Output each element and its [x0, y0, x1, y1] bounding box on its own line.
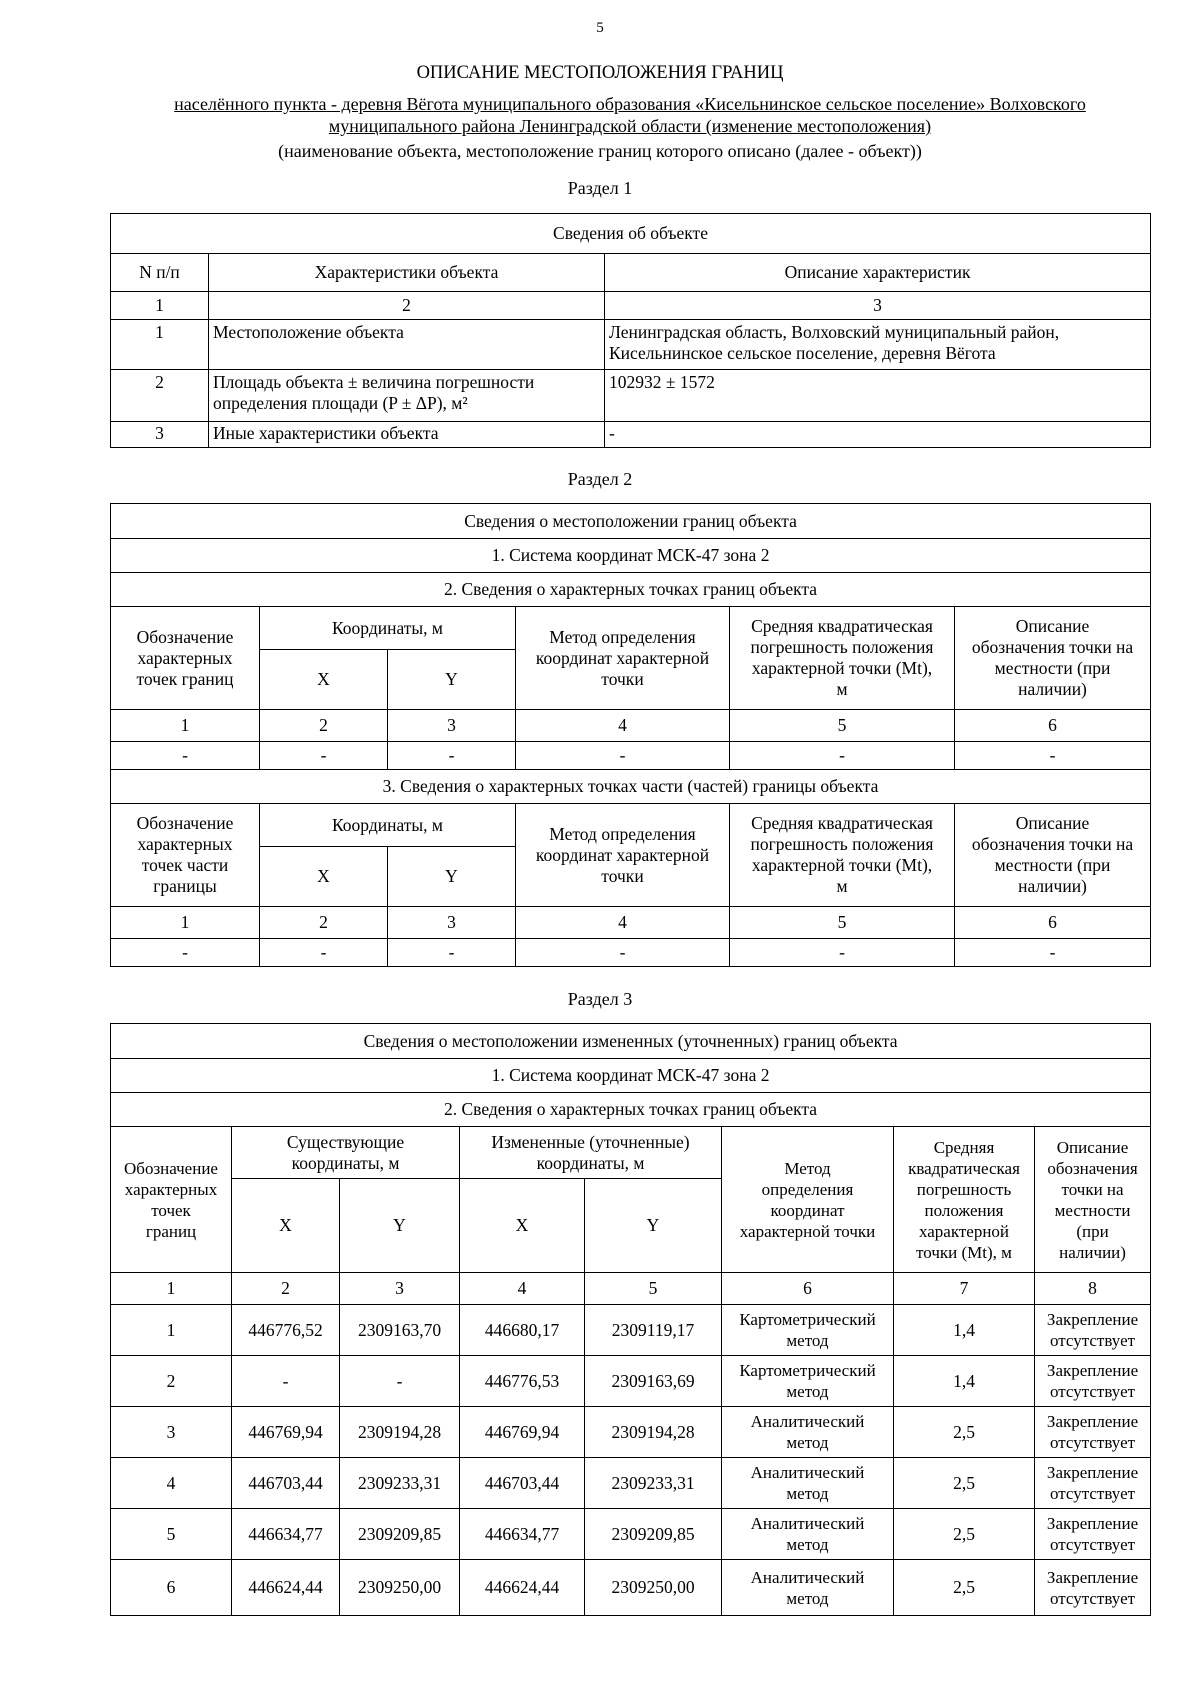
- header-line: характерной точки (Mt),: [751, 658, 933, 678]
- subsection-title: 3. Сведения о характерных точках части (частей) границы объекта: [111, 770, 1151, 804]
- point-description-cell: [1035, 1356, 1151, 1407]
- empty-cell: -: [111, 742, 260, 770]
- method-cell: [722, 1407, 894, 1458]
- col-number: 3: [388, 710, 516, 742]
- col-number: 6: [955, 710, 1151, 742]
- header-line: м: [836, 679, 848, 699]
- changed-x: 446634,77: [460, 1509, 585, 1560]
- header-line: квадратическая: [908, 1158, 1020, 1178]
- table-row: [111, 1407, 1151, 1458]
- changed-y: 2309209,85: [585, 1509, 722, 1560]
- col-header-point: [111, 1127, 232, 1273]
- empty-cell: -: [260, 939, 388, 967]
- header-line: Описание: [1015, 616, 1090, 636]
- empty-cell: -: [111, 939, 260, 967]
- point-description-cell: [1035, 1407, 1151, 1458]
- table-row: [111, 320, 1151, 370]
- col-header-coordinates: Координаты, м: [260, 804, 516, 847]
- col-header-y: Y: [388, 650, 516, 710]
- header-line: точки на: [1061, 1179, 1124, 1199]
- header-line: точек: [151, 1200, 191, 1220]
- description-line: Закрепление: [1046, 1514, 1139, 1533]
- header-line: характерных: [137, 834, 233, 854]
- header-line: Обозначение: [136, 626, 234, 647]
- col-number: 5: [730, 710, 955, 742]
- col-header-description: Описание характеристик: [605, 254, 1151, 292]
- changed-x: 446703,44: [460, 1458, 585, 1509]
- col-number: 8: [1035, 1273, 1151, 1305]
- changed-x: 446769,94: [460, 1407, 585, 1458]
- col-number: 1: [111, 710, 260, 742]
- header-line: Обозначение: [124, 1158, 218, 1178]
- header-line: Средняя квадратическая: [751, 813, 933, 833]
- col-number: 1: [111, 292, 209, 320]
- table-row: [111, 1560, 1151, 1616]
- col-header-point-part: [111, 804, 260, 907]
- row-number: 3: [111, 422, 209, 448]
- header-line: положения: [924, 1200, 1004, 1220]
- col-number: 6: [722, 1273, 894, 1305]
- changed-y: 2309250,00: [585, 1560, 722, 1616]
- table-row: [111, 370, 1151, 422]
- mt-cell: 2,5: [894, 1560, 1035, 1616]
- col-number: 4: [516, 907, 730, 939]
- header-line: точек границ: [136, 668, 234, 689]
- method-line: Аналитический: [750, 1412, 865, 1431]
- point-description-cell: [1035, 1509, 1151, 1560]
- point-number: 2: [111, 1356, 232, 1407]
- col-header-existing-coordinates: [232, 1127, 460, 1179]
- point-description-cell: [1035, 1305, 1151, 1356]
- header-line: точки: [601, 668, 644, 689]
- point-number: 6: [111, 1560, 232, 1616]
- header-line: координаты, м: [291, 1152, 400, 1173]
- header-line: Обозначение: [136, 813, 234, 833]
- description-line: отсутствует: [1050, 1382, 1136, 1401]
- point-description-cell: [1035, 1560, 1151, 1616]
- method-line: Аналитический: [750, 1463, 865, 1482]
- description-line: отсутствует: [1050, 1535, 1136, 1554]
- header-line: Метод: [784, 1158, 831, 1178]
- point-number: 3: [111, 1407, 232, 1458]
- header-line: погрешность: [916, 1179, 1012, 1199]
- mt-cell: 2,5: [894, 1509, 1035, 1560]
- existing-x: 446624,44: [232, 1560, 340, 1616]
- header-line: границы: [153, 876, 217, 896]
- header-line: точки: [601, 865, 644, 886]
- col-header-x: X: [260, 650, 388, 710]
- header-line: Метод определения: [549, 626, 696, 647]
- characteristic-cell: [209, 370, 605, 422]
- col-number: 2: [232, 1273, 340, 1305]
- existing-y: 2309233,31: [340, 1458, 460, 1509]
- col-number: 7: [894, 1273, 1035, 1305]
- subsection-title: 2. Сведения о характерных точках границ объекта: [111, 1093, 1151, 1127]
- table-row: [111, 742, 1151, 770]
- col-number: 2: [260, 907, 388, 939]
- characteristic-cell: Иные характеристики объекта: [209, 422, 605, 448]
- header-line: границ: [145, 1221, 197, 1241]
- col-number: 6: [955, 907, 1151, 939]
- changed-y: 2309233,31: [585, 1458, 722, 1509]
- method-line: метод: [786, 1382, 829, 1401]
- empty-cell: -: [388, 939, 516, 967]
- header-line: характерной точки: [739, 1221, 876, 1241]
- header-line: Описание: [1015, 813, 1090, 833]
- description-line: Закрепление: [1046, 1361, 1139, 1380]
- description-line: Кисельнинское сельское поселение, деревня Вёгота: [609, 343, 996, 363]
- col-number: 2: [209, 292, 605, 320]
- method-line: метод: [786, 1535, 829, 1554]
- col-header-y: Y: [388, 847, 516, 907]
- existing-y: 2309209,85: [340, 1509, 460, 1560]
- header-line: точек части: [141, 855, 229, 875]
- table-row: [111, 422, 1151, 448]
- table-row: [111, 1458, 1151, 1509]
- section-3-header: Сведения о местоположении измененных (уточненных) границ объекта: [111, 1024, 1151, 1059]
- header-line: Средняя квадратическая: [751, 616, 933, 636]
- mt-cell: 2,5: [894, 1407, 1035, 1458]
- header-line: координат характерной: [535, 844, 710, 865]
- method-line: метод: [786, 1331, 829, 1350]
- page-number: 5: [596, 20, 604, 36]
- existing-x: 446776,52: [232, 1305, 340, 1356]
- col-number: 5: [585, 1273, 722, 1305]
- header-line: наличии): [1018, 679, 1087, 699]
- header-line: Метод определения: [549, 823, 696, 844]
- section-3-label: Раздел 3: [567, 989, 633, 1009]
- object-name-line-2: муниципального района Ленинградской области (изменение местоположения): [328, 116, 932, 136]
- col-header-coordinates: Координаты, м: [260, 607, 516, 650]
- empty-cell: -: [730, 939, 955, 967]
- method-cell: [722, 1458, 894, 1509]
- object-name-line-1: населённого пункта - деревня Вёгота муниципального образования «Кисельнинское сельское поселение» Волховского: [174, 94, 1086, 114]
- empty-cell: -: [730, 742, 955, 770]
- empty-cell: -: [260, 742, 388, 770]
- changed-x: 446624,44: [460, 1560, 585, 1616]
- table-row: [111, 1356, 1151, 1407]
- col-header-number: N п/п: [111, 254, 209, 292]
- col-header-mt: [894, 1127, 1035, 1273]
- header-line: координат: [770, 1200, 845, 1220]
- point-number: 4: [111, 1458, 232, 1509]
- method-line: Аналитический: [750, 1567, 865, 1587]
- header-line: характерных: [137, 647, 233, 668]
- method-cell: [722, 1305, 894, 1356]
- section-1-header: Сведения об объекте: [111, 214, 1151, 254]
- mt-cell: 1,4: [894, 1305, 1035, 1356]
- table-row: [111, 1509, 1151, 1560]
- object-name: [110, 93, 1150, 137]
- point-number: 5: [111, 1509, 232, 1560]
- characteristic-line: Площадь объекта ± величина погрешности: [213, 372, 535, 392]
- description-line: Закрепление: [1046, 1463, 1139, 1482]
- header-line: Описание: [1056, 1137, 1129, 1157]
- col-number: 3: [605, 292, 1151, 320]
- method-line: Картометрический: [739, 1310, 876, 1329]
- table-row: [111, 1305, 1151, 1356]
- header-line: обозначения: [1047, 1158, 1138, 1178]
- existing-y: 2309194,28: [340, 1407, 460, 1458]
- header-line: определения: [761, 1179, 854, 1199]
- method-cell: [722, 1356, 894, 1407]
- header-line: обозначения точки на: [971, 637, 1134, 657]
- description-line: отсутствует: [1050, 1588, 1136, 1608]
- object-name-note: (наименование объекта, местоположение границ которого описано (далее - объект)): [278, 141, 922, 161]
- existing-y: -: [340, 1356, 460, 1407]
- col-header-changed-coordinates: [460, 1127, 722, 1179]
- col-number: 4: [460, 1273, 585, 1305]
- header-line: характерных: [124, 1179, 218, 1199]
- col-number: 2: [260, 710, 388, 742]
- method-line: метод: [786, 1433, 829, 1452]
- method-line: Картометрический: [739, 1361, 876, 1380]
- header-line: наличии): [1018, 876, 1087, 896]
- mt-cell: 2,5: [894, 1458, 1035, 1509]
- col-number: 5: [730, 907, 955, 939]
- header-line: (при: [1076, 1221, 1109, 1241]
- description-cell: 102932 ± 1572: [605, 370, 1151, 422]
- method-line: метод: [786, 1588, 829, 1608]
- method-line: Аналитический: [750, 1514, 865, 1533]
- description-line: Закрепление: [1046, 1567, 1139, 1587]
- header-line: погрешность положения: [750, 834, 934, 854]
- section-2-label: Раздел 2: [567, 469, 633, 489]
- header-line: Существующие: [286, 1131, 405, 1152]
- col-number: 1: [111, 907, 260, 939]
- characteristic-line: определения площади (P ± ΔP), м²: [213, 393, 468, 413]
- section-2-table: [110, 503, 1151, 967]
- description-line: отсутствует: [1050, 1433, 1136, 1452]
- header-line: местности (при: [994, 855, 1111, 875]
- header-line: характерной: [918, 1221, 1010, 1241]
- section-1-label: Раздел 1: [567, 178, 633, 198]
- col-header-y: Y: [585, 1179, 722, 1273]
- table-row: [111, 939, 1151, 967]
- header-line: местности: [1054, 1200, 1131, 1220]
- document-title: ОПИСАНИЕ МЕСТОПОЛОЖЕНИЯ ГРАНИЦ: [416, 63, 784, 83]
- changed-y: 2309163,69: [585, 1356, 722, 1407]
- description-cell: [605, 320, 1151, 370]
- col-header-y: Y: [340, 1179, 460, 1273]
- changed-x: 446776,53: [460, 1356, 585, 1407]
- col-header-method: [722, 1127, 894, 1273]
- existing-x: -: [232, 1356, 340, 1407]
- changed-y: 2309194,28: [585, 1407, 722, 1458]
- description-line: Закрепление: [1046, 1412, 1139, 1431]
- subsection-title: 2. Сведения о характерных точках границ объекта: [111, 573, 1151, 607]
- empty-cell: -: [955, 939, 1151, 967]
- empty-cell: -: [955, 742, 1151, 770]
- coordinate-system: 1. Система координат МСК-47 зона 2: [111, 539, 1151, 573]
- header-line: м: [836, 876, 848, 896]
- col-header-method: [516, 607, 730, 710]
- existing-x: 446769,94: [232, 1407, 340, 1458]
- header-line: наличии): [1059, 1242, 1126, 1262]
- col-number: 3: [340, 1273, 460, 1305]
- changed-x: 446680,17: [460, 1305, 585, 1356]
- description-cell: -: [605, 422, 1151, 448]
- row-number: 1: [111, 320, 209, 370]
- col-header-characteristics: Характеристики объекта: [209, 254, 605, 292]
- header-line: координат характерной: [535, 647, 710, 668]
- header-line: Измененные (уточненные): [491, 1131, 690, 1152]
- method-line: метод: [786, 1484, 829, 1503]
- existing-x: 446634,77: [232, 1509, 340, 1560]
- header-line: координаты, м: [536, 1152, 645, 1173]
- header-line: обозначения точки на: [971, 834, 1134, 854]
- empty-cell: -: [516, 939, 730, 967]
- col-header-mt: [730, 607, 955, 710]
- existing-y: 2309163,70: [340, 1305, 460, 1356]
- coordinate-system: 1. Система координат МСК-47 зона 2: [111, 1059, 1151, 1093]
- mt-cell: 1,4: [894, 1356, 1035, 1407]
- col-header-x: X: [460, 1179, 585, 1273]
- existing-x: 446703,44: [232, 1458, 340, 1509]
- method-cell: [722, 1509, 894, 1560]
- description-line: Закрепление: [1046, 1310, 1139, 1329]
- point-description-cell: [1035, 1458, 1151, 1509]
- col-number: 3: [388, 907, 516, 939]
- description-line: Ленинградская область, Волховский муниципальный район,: [609, 322, 1060, 342]
- characteristic-cell: Местоположение объекта: [209, 320, 605, 370]
- section-2-header: Сведения о местоположении границ объекта: [111, 504, 1151, 539]
- header-line: местности (при: [994, 658, 1111, 678]
- row-number: 2: [111, 370, 209, 422]
- header-line: погрешность положения: [750, 637, 934, 657]
- col-header-mt: [730, 804, 955, 907]
- section-1-table: [110, 213, 1151, 448]
- header-line: Средняя: [933, 1137, 995, 1157]
- header-line: характерной точки (Mt),: [751, 855, 933, 875]
- section-3-table: [110, 1023, 1151, 1616]
- col-header-point-description: [955, 804, 1151, 907]
- col-header-x: X: [260, 847, 388, 907]
- col-header-method: [516, 804, 730, 907]
- empty-cell: -: [516, 742, 730, 770]
- col-number: 4: [516, 710, 730, 742]
- col-header-x: X: [232, 1179, 340, 1273]
- empty-cell: -: [388, 742, 516, 770]
- col-header-point-description: [955, 607, 1151, 710]
- changed-y: 2309119,17: [585, 1305, 722, 1356]
- description-line: отсутствует: [1050, 1484, 1136, 1503]
- col-header-point-description: [1035, 1127, 1151, 1273]
- col-number: 1: [111, 1273, 232, 1305]
- description-line: отсутствует: [1050, 1331, 1136, 1350]
- existing-y: 2309250,00: [340, 1560, 460, 1616]
- method-cell: [722, 1560, 894, 1616]
- header-line: точки (Mt), м: [916, 1242, 1012, 1262]
- point-number: 1: [111, 1305, 232, 1356]
- col-header-point: [111, 607, 260, 710]
